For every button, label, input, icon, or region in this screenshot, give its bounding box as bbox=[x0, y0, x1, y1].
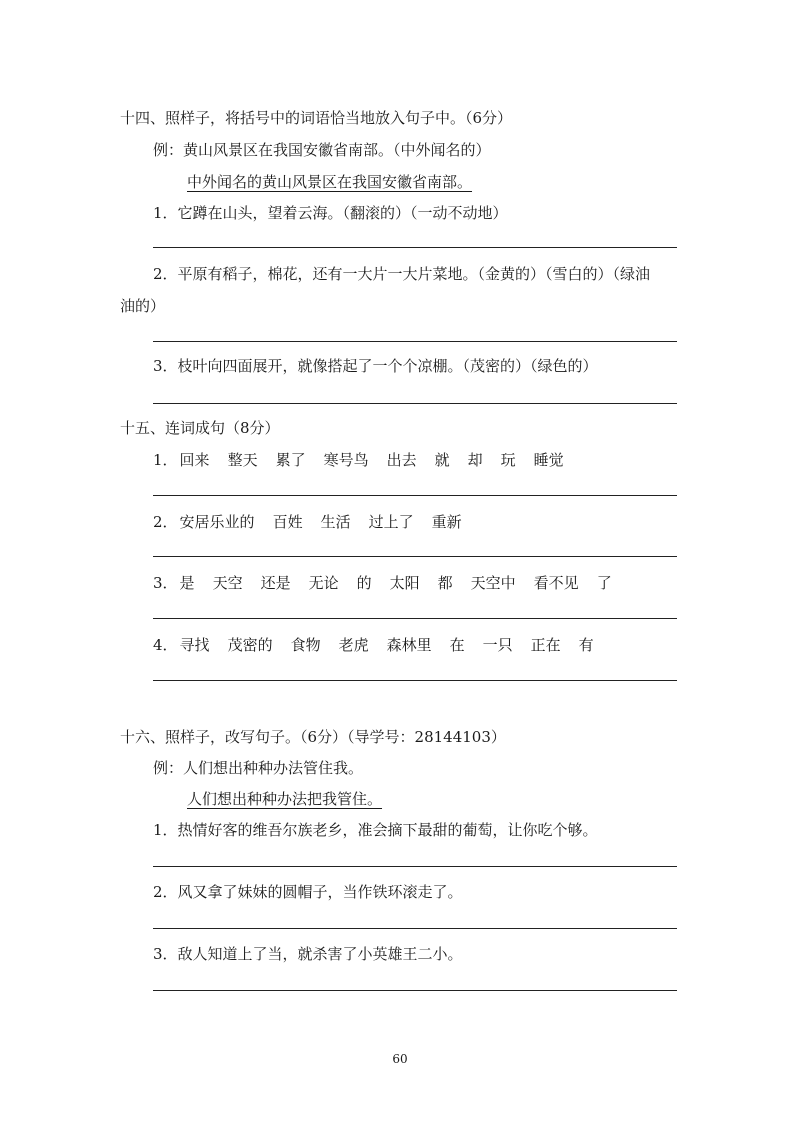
word: 寻找 bbox=[179, 636, 210, 654]
word: 整天 bbox=[227, 451, 258, 469]
word: 看不见 bbox=[533, 574, 579, 592]
section-15-question-4 bbox=[153, 635, 612, 655]
word: 天空 bbox=[212, 574, 243, 592]
word: 累了 bbox=[275, 451, 306, 469]
page-number: 60 bbox=[392, 1052, 408, 1066]
word: 回来 bbox=[179, 451, 210, 469]
question-number: 4． bbox=[153, 636, 178, 654]
word: 正在 bbox=[530, 636, 561, 654]
section-14-question-3: 3．枝叶向四面展开，就像搭起了一个个凉棚。（茂密的）（绿色的） bbox=[153, 357, 598, 375]
section-14-question-1: 1．它蹲在山头，望着云海。（翻滚的）（一动不动地） bbox=[153, 204, 508, 222]
question-number: 1． bbox=[153, 451, 178, 469]
answer-line-16-1[interactable] bbox=[153, 866, 677, 867]
section-14-question-2-continued: 油的） bbox=[120, 297, 166, 315]
word: 老虎 bbox=[338, 636, 369, 654]
answer-line-15-2[interactable] bbox=[153, 556, 677, 557]
word: 有 bbox=[578, 636, 594, 654]
section-16-example-answer: 人们想出种种办法把我管住。 bbox=[187, 790, 383, 808]
answer-line-14-2[interactable] bbox=[153, 341, 677, 342]
section-14-question-2: 2．平原有稻子，棉花，还有一大片一大片菜地。（金黄的）（雪白的）（绿油 bbox=[153, 265, 651, 283]
answer-line-14-3[interactable] bbox=[153, 403, 677, 404]
word: 安居乐业的 bbox=[179, 513, 255, 531]
question-number: 2． bbox=[153, 513, 178, 531]
section-16-question-1: 1．热情好客的维吾尔族老乡，准会摘下最甜的葡萄，让你吃个够。 bbox=[153, 821, 598, 839]
section-14-example: 例：黄山风景区在我国安徽省南部。（中外闻名的） bbox=[153, 141, 491, 159]
section-15-question-1 bbox=[153, 450, 582, 470]
word: 却 bbox=[467, 451, 483, 469]
answer-line-15-4[interactable] bbox=[153, 680, 677, 681]
answer-line-16-2[interactable] bbox=[153, 928, 677, 929]
word: 在 bbox=[449, 636, 465, 654]
section-16-heading: 十六、照样子，改写句子。（6分）（导学号：28144103） bbox=[120, 728, 506, 746]
word: 太阳 bbox=[389, 574, 420, 592]
word: 玩 bbox=[500, 451, 516, 469]
section-15-question-3 bbox=[153, 573, 630, 593]
word: 生活 bbox=[320, 513, 351, 531]
answer-line-15-3[interactable] bbox=[153, 618, 677, 619]
word: 过上了 bbox=[368, 513, 414, 531]
word: 还是 bbox=[260, 574, 291, 592]
word: 出去 bbox=[386, 451, 417, 469]
section-15-question-2 bbox=[153, 512, 480, 532]
word: 茂密的 bbox=[227, 636, 273, 654]
word: 睡觉 bbox=[533, 451, 564, 469]
word: 无论 bbox=[308, 574, 339, 592]
word: 重新 bbox=[431, 513, 462, 531]
word: 一只 bbox=[482, 636, 513, 654]
word: 就 bbox=[434, 451, 450, 469]
section-14-example-answer: 中外闻名的黄山风景区在我国安徽省南部。 bbox=[187, 173, 473, 191]
word: 寒号鸟 bbox=[323, 451, 369, 469]
answer-line-14-1[interactable] bbox=[153, 247, 677, 248]
word: 森林里 bbox=[386, 636, 432, 654]
section-16-question-3: 3．敌人知道上了当，就杀害了小英雄王二小。 bbox=[153, 945, 463, 963]
word: 百姓 bbox=[272, 513, 303, 531]
section-15-heading: 十五、连词成句（8分） bbox=[120, 419, 280, 437]
answer-line-15-1[interactable] bbox=[153, 495, 677, 496]
section-16-example: 例：人们想出种种办法管住我。 bbox=[153, 759, 364, 777]
section-16-question-2: 2．风又拿了妹妹的圆帽子，当作铁环滚走了。 bbox=[153, 883, 463, 901]
word: 都 bbox=[437, 574, 453, 592]
word: 食物 bbox=[290, 636, 321, 654]
answer-line-16-3[interactable] bbox=[153, 990, 677, 991]
word: 的 bbox=[356, 574, 372, 592]
word: 天空中 bbox=[470, 574, 516, 592]
word: 了 bbox=[596, 574, 612, 592]
section-14-heading: 十四、照样子，将括号中的词语恰当地放入句子中。（6分） bbox=[120, 109, 513, 127]
word: 是 bbox=[179, 574, 195, 592]
question-number: 3． bbox=[153, 574, 178, 592]
